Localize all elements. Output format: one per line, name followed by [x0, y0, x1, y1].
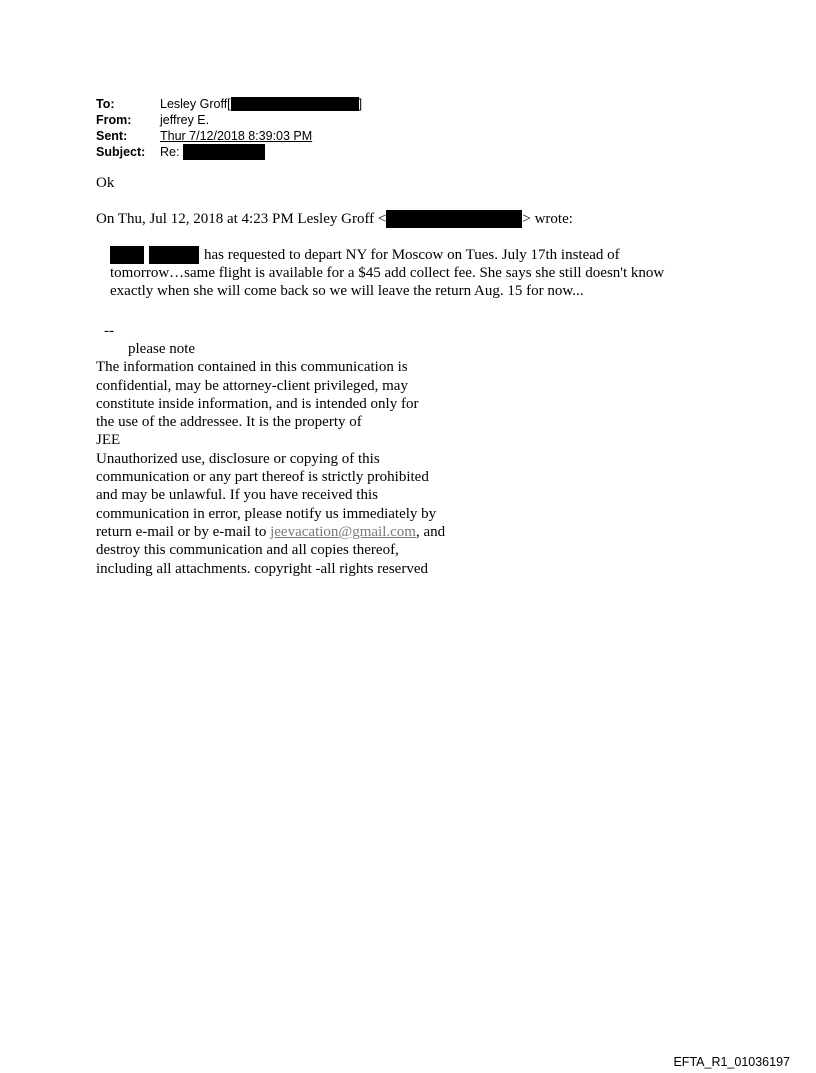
disclaimer-line: Unauthorized use, disclosure or copying of this — [96, 450, 380, 467]
email-link[interactable]: jeevacation@gmail.com — [270, 523, 416, 540]
disclaimer-line: communication in error, please notify us immediately by — [96, 505, 437, 522]
attribution-prefix: On Thu, Jul 12, 2018 at 4:23 PM Lesley Groff < — [96, 211, 387, 227]
from-row — [96, 112, 362, 128]
sent-label: Sent: — [96, 129, 128, 143]
disclaimer-line: communication or any part thereof is strictly prohibited — [96, 469, 429, 486]
quoted-message — [110, 246, 664, 300]
disclaimer-line: confidential, may be attorney-client privileged, may — [96, 377, 408, 394]
document-id: EFTA_R1_01036197 — [673, 1055, 790, 1069]
redaction-block — [386, 210, 522, 228]
to-value — [160, 96, 362, 112]
redaction-block — [149, 246, 199, 264]
quote-line — [110, 246, 664, 264]
please-note: please note — [128, 341, 196, 357]
quote-line: exactly when she will come back so we will leave the return Aug. 15 for now... — [110, 283, 584, 299]
notify-prefix: return e-mail or by e-mail to — [96, 523, 271, 540]
disclaimer-line — [96, 523, 445, 541]
from-value: jeffrey E. — [160, 113, 210, 127]
redaction-block — [110, 246, 144, 264]
email-header — [96, 96, 362, 160]
disclaimer-line: constitute inside information, and is intended only for — [96, 395, 419, 412]
redaction-block — [231, 97, 359, 111]
notify-suffix: , and — [415, 523, 446, 540]
to-label: To: — [96, 97, 115, 111]
sent-row — [96, 128, 362, 144]
subject-row — [96, 144, 362, 160]
to-name: Lesley Groff[ — [160, 97, 231, 111]
subject-label: Subject: — [96, 145, 146, 159]
subject-value — [160, 144, 265, 160]
from-label: From: — [96, 113, 132, 127]
redaction-block — [183, 144, 265, 160]
quote-attribution — [96, 210, 573, 228]
disclaimer-line: The information contained in this communication is — [96, 359, 408, 376]
signature-separator: -- — [104, 323, 114, 339]
disclaimer-line: the use of the addressee. It is the property of — [96, 414, 362, 431]
disclaimer-line: destroy this communication and all copies thereof, — [96, 542, 399, 559]
to-row — [96, 96, 362, 112]
quote-text: has requested to depart NY for Moscow on Tues. July 17th instead of — [204, 247, 620, 263]
subject-prefix: Re: — [160, 145, 180, 159]
to-close: ] — [358, 97, 363, 111]
disclaimer-line: and may be unlawful. If you have received this — [96, 487, 378, 504]
disclaimer-line: including all attachments. copyright -all rights reserved — [96, 560, 428, 577]
disclaimer-block — [96, 340, 445, 578]
reply-text: Ok — [96, 175, 115, 191]
sent-value: Thur 7/12/2018 8:39:03 PM — [160, 129, 313, 143]
quote-line: tomorrow…same flight is available for a $45 add collect fee. She says she still doesn't know — [110, 265, 665, 281]
attribution-suffix: > wrote: — [522, 211, 573, 227]
disclaimer-line: JEE — [96, 432, 121, 449]
